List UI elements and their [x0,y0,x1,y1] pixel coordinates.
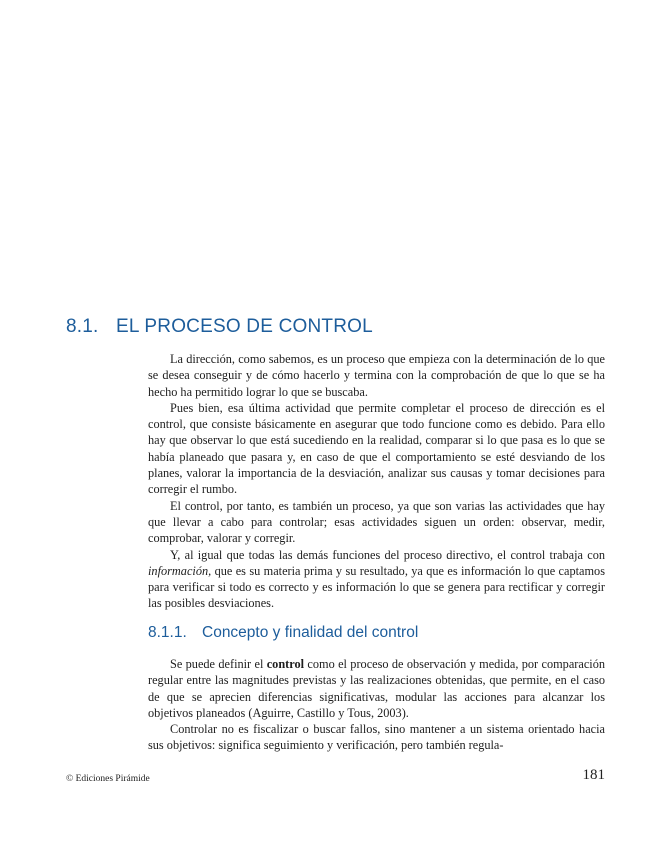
paragraph: La dirección, como sabemos, es un proceso que empieza con la determinación de lo que se desea conseguir y de cómo hacerlo y termina con la comprobación de que lo que se ha hecho ha permitido lograr lo que se buscaba. [148,352,605,399]
paragraph [148,547,605,612]
paragraph-text: que es su materia prima y su resultado, ya que es información lo que captamos para verificar si todo es correcto y es información lo que se genera para rectificar y corregir las posibles desviaciones. [148,563,605,611]
emphasis-term: información, [148,563,212,578]
paragraph: Pues bien, esa última actividad que permite completar el proceso de dirección es el control, que consiste básicamente en asegurar que todo funcione como es debido. Para ello hay que observar lo que está sucediendo en la realidad, comparar si lo que pasa es lo que se había planeado que pasara y, en caso de que el comportamiento se esté desviando de los planes, valorar la importancia de la desviación, analizar sus causas y tomar decisiones para corregir el rumbo. [148,400,605,497]
bold-term: control [266,657,305,671]
paragraph: El control, por tanto, es también un proceso, ya que son varias las actividades que hay que llevar a cabo para controlar; esas actividades siguen un orden: observar, medir, comprobar, valorar y corregir. [148,498,605,546]
page-number: 181 [582,767,605,783]
section-body [148,351,605,612]
section-title: EL PROCESO DE CONTROL [116,316,373,337]
section-number: 8.1. [66,316,99,337]
subsection-number: 8.1.1. [148,624,187,641]
paragraph-text: como el proceso de observación y medida, por comparación regular entre las magnitudes previstas y las realizaciones obtenidas, que permite, en el caso de que se aprecien diferencias significativas, modular las acciones para alcanzar los objetivos planeados (Aguirre, Castillo y Tous, 2003). [148,657,605,720]
paragraph-text: Y, al igual que todas las demás funciones del proceso directivo, el control trabaja con [170,547,605,562]
paragraph-text: Se puede definir el [170,657,267,671]
subsection-body [148,656,605,754]
section-heading [66,316,606,338]
paragraph: Controlar no es fiscalizar o buscar fallos, sino mantener a un sistema orientado hacia sus objetivos: significa seguimiento y verificación, pero también regula- [148,722,605,753]
footer-publisher: © Ediciones Pirámide [66,774,150,784]
subsection-heading [148,624,608,642]
paragraph [148,656,605,721]
subsection-title: Concepto y finalidad del control [202,624,419,641]
